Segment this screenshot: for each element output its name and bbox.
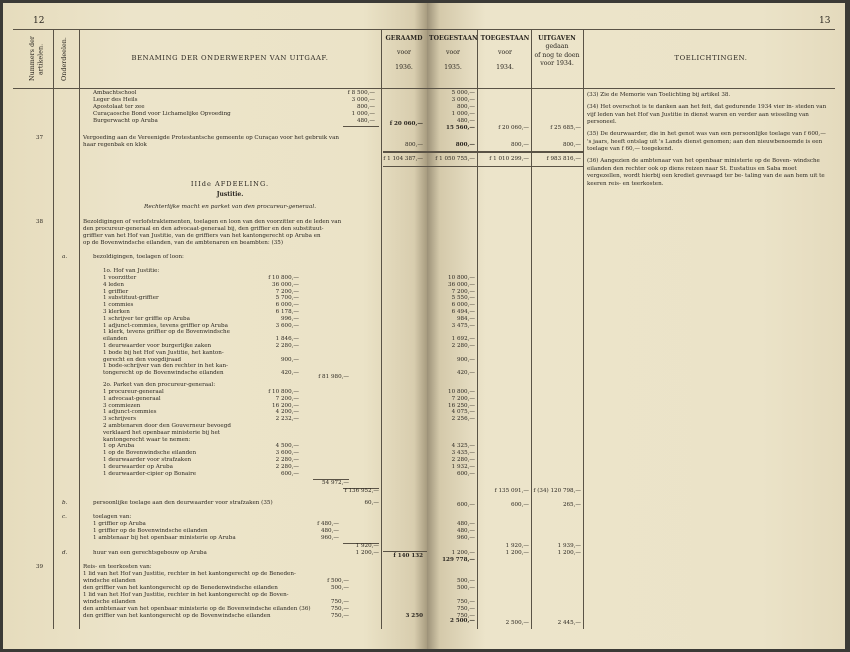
parket-item-value: 4 200,—: [275, 409, 299, 416]
hof-item-label: 1 adjunct-commies, tevens griffier op Aruba: [103, 322, 228, 329]
parket-item-1935: 7 200,—: [451, 395, 475, 402]
art38-total-geraamd: f 140 132: [393, 553, 423, 559]
header-toegestaan-1934: TOEGESTAAN voor 1934.: [480, 35, 530, 71]
parket-item-1935: 2 280,—: [451, 457, 475, 463]
art39-line-value: 750,—: [330, 606, 349, 612]
art39-line-value: f 500,—: [327, 578, 349, 584]
hof-sum: f 81 980,—: [318, 374, 349, 380]
art39-line-label: den griffier van het kantongerecht op de Benedenwindsche eilanden: [83, 585, 278, 591]
header-toegestaan-1935: TOEGESTAAN voor 1935.: [429, 35, 478, 71]
section-afdeeling: IIIde AFDEELING.: [190, 180, 270, 188]
header-geraamd: GERAAMD voor 1936.: [385, 35, 423, 71]
note-35: (35) De deurwaarder, die in het genot was van een persoonlijke toelage van f 600,— 's jaars, heeft ontslag uit 's Lands dienst genomen; aan den nieuwbenoemde is een toelage van f 60,— toegekend.: [587, 131, 826, 153]
hof-item-value: 6 178,—: [275, 309, 299, 315]
hof-item-value: 36 000,—: [272, 281, 299, 288]
hof-item-value: 6 000,—: [275, 302, 299, 309]
parket-item-value: 3 600,—: [275, 450, 299, 457]
section-subtitle: Rechterlijke macht en parket van den procureur-generaal.: [143, 204, 317, 210]
hof-item-label: eilanden: [103, 336, 128, 343]
hof-item-label: 1 schrijver ter griffie op Aruba: [103, 315, 190, 322]
hof-item-value: 2 280,—: [275, 343, 299, 349]
hof-item-value: 7 200,—: [275, 288, 299, 295]
parket-item-value: 16 200,—: [272, 402, 299, 409]
art39-line-label: den griffier van het kantongerecht op de Bovenwindsche eilanden: [83, 613, 271, 619]
hof-item-label: 1 deurwaarder voor burgerlijke zaken: [103, 343, 212, 349]
parket-item-label: 1 op de Bovenwindsche eilanden: [103, 450, 197, 457]
header-benaming: BENAMING DER ONDERWERPEN VAN UITGAAF.: [131, 54, 329, 62]
parket-item-label: 1 adjunct-commies: [103, 409, 157, 416]
header-nummers: Nummers der artikelen.: [28, 36, 45, 82]
hof-item-1935: 36 000,—: [448, 281, 475, 288]
parket-item-label: kantongerecht waar te nemen:: [103, 436, 191, 443]
hof-item-1935: 6 000,—: [451, 302, 475, 309]
hof-item-1935: 900,—: [456, 356, 475, 363]
right-page: 13 TOEGESTAAN voor 1935. TOEGESTAAN voor 1934. UITGAVEN gedaan of nog te doen voor 1934. TOELICHTINGEN. 5 000,— 3 000,— 800,— 1 000,— 480,— 15 560,— f 20 060,— f 25 685,— 800,— 800,— 800,— f 1 050 755,— f 1 010 299,— f 983 816,— f 135 091,— f (34) 120 798,— 600,— 600,— 265,— 480,— 480,— 960,— 1 920,— 1 939,— 1 200,— 1 200,— 1 200,— 129 778,— 2 500,— 2 500,— 2 445,— (33) Zie de Memorie van Toelichting bij artikel 38. (34) Het overschot is te danken aan het feit, dat gedurende 1934 vier in- steden van vijf leden van het Hof van Justitie in dienst waren en verder aan wisseling van personeel. (35) De deurwaarder, die in het genot was van een persoonlijke toelage van f 600,— 's jaars, heeft ontslag uit 's Lands dienst genomen; aan den nieuwbenoemde is een toelage van f 60,— toegekend. (36) Aangezien de ambtenaar van het openbaar ministerie op de Boven- windsche eilanden den rechter ook op diens reizen naar St. Eustatius en Saba moet vergezellen, wordt hierbij een krediet gevraagd ter be- taling van de aan hem uit te keeren reis- en teerkosten. 10 800,— 36 000,— 7 200,— 5 550,— 6 000,— 6 494,— 984,— 3 475,— 1 692,— 2 280,— 900,— 420,— 10 800,— 7 200,— 16 250,— 4 075,— 2 256,— 4 325,— 3 435,— 2 280,— 1 932,— 600,— 500,— 500,— 750,— 750,— 750,—: [427, 3, 845, 649]
hof-item-value: 3 600,—: [275, 322, 299, 329]
art39-line-value: 500,—: [330, 585, 349, 591]
hof-item-1935: 2 280,—: [451, 343, 475, 349]
parket-item-label: verklaard het openbaar ministerie bij het: [103, 429, 221, 436]
hof-item-label: 1 voorzitter: [103, 275, 137, 281]
header-onderdeelen: Onderdeelen.: [60, 37, 68, 81]
parket-item-1935: 4 075,—: [451, 409, 475, 416]
parket-item-1935: 10 800,—: [448, 389, 475, 395]
book-spread: [3, 3, 845, 649]
parket-item-value: 2 232,—: [275, 416, 299, 423]
parket-item-label: 2 ambtenaren door den Gouverneur bevoegd: [103, 423, 231, 429]
parket-item-1935: 2 256,—: [451, 416, 475, 423]
art39-line-1935: 750,—: [456, 613, 475, 619]
hof-item-1935: 1 692,—: [451, 336, 475, 343]
hof-item-1935: 984,—: [456, 315, 475, 322]
art39-geraamd: 3 250: [405, 613, 423, 619]
hof-item-value: 5 700,—: [275, 295, 299, 302]
hof-item-label: 1 bode bij het Hof van Justitie, het kanton-: [103, 349, 224, 356]
header-uitgaven: UITGAVEN gedaan of nog te doen voor 1934.: [534, 35, 580, 68]
hof-item-1935: 7 200,—: [451, 288, 475, 295]
total-geraamd: f 1 104 387,—: [383, 156, 423, 162]
article-37-number: 37: [36, 135, 44, 141]
hof-item-label: 1 commies: [103, 302, 134, 309]
hof-item-label: 1 substituut-griffier: [103, 295, 159, 302]
parket-item-value: 4 500,—: [275, 443, 299, 450]
note-36: (36) Aangezien de ambtenaar van het openbaar ministerie op de Boven- windsche eilanden den rechter ook op diens reizen naar St. Eustatius en Saba moet vergezellen, wordt hierbij een krediet gevraagd ter be- taling van de aan hem uit te keeren reis- en teerkosten.: [587, 158, 825, 187]
page-number-left: 12: [33, 16, 45, 26]
hof-item-value: 1 846,—: [275, 336, 299, 343]
note-34: (34) Het overschot is te danken aan het feit, dat gedurende 1934 vier in- steden van vijf leden van het Hof van Justitie in dienst waren en verder aan wisseling van personeel.: [587, 104, 827, 126]
parket-item-1935: 16 250,—: [448, 402, 475, 409]
hof-item-label: 4 leden: [103, 281, 124, 288]
hof-item-1935: 420,—: [456, 370, 475, 377]
parket-item-label: 3 schrijvers: [103, 416, 137, 423]
section-justitie: Justitie.: [216, 191, 244, 198]
note-33: (33) Zie de Memorie van Toelichting bij artikel 38.: [587, 92, 731, 98]
parket-item-value: 2 280,—: [275, 457, 299, 463]
art39-line-label: den ambtenaar van het openbaar ministerie op de Bovenwindsche eilanden (36): [83, 606, 311, 612]
sum-top-geraamd: f 20 060,—: [389, 121, 423, 127]
parket-item-label: 1 advocaat-generaal: [103, 395, 161, 402]
parket-sum: 54 972,—: [322, 480, 349, 486]
parket-item-1935: 4 325,—: [451, 443, 475, 450]
hof-item-value: 420,—: [280, 370, 299, 377]
hof-item-value: f 10 800,—: [268, 275, 299, 281]
parket-item-label: 1 deurwaarder-cipier op Bonaire: [103, 470, 197, 477]
hof-item-value: 996,—: [280, 315, 299, 322]
art39-line-label: windsche eilanden: [83, 578, 136, 584]
art39-line-1935: 500,—: [456, 578, 475, 584]
hof-item-label: 1 klerk, tevens griffier op de Bovenwindsche: [103, 329, 230, 336]
parket-item-value: 2 280,—: [275, 463, 299, 470]
art39-line-value: 750,—: [330, 599, 349, 605]
hof-item-label: 1 bode-schrijver van den rechter in het kan-: [103, 363, 228, 370]
parket-item-value: 7 200,—: [275, 395, 299, 402]
hof-item-label: 1 griffier: [103, 288, 129, 295]
art39-line-label: windsche eilanden: [83, 599, 136, 605]
hof-item-label: 3 klerken: [103, 309, 130, 315]
article-39-number: 39: [36, 564, 44, 570]
parket-item-label: 1 deurwaarder op Aruba: [103, 463, 173, 470]
parket-item-label: 1 deurwaarder voor strafzaken: [103, 457, 192, 463]
parket-item-1935: 1 932,—: [451, 463, 475, 470]
art39-line-1935: 750,—: [456, 599, 475, 605]
parket-item-label: 1 op Aruba: [103, 443, 135, 450]
left-page: 12 Nummers der artikelen. Onderdeelen. BENAMING DER ONDERWERPEN VAN UITGAAF. GERAAMD voor 1936. Ambachtschool f 8 500,— Leger des Heils 3 000,— Apostolaat ter zee 800,— Curaçaosche Bond voor Lichamelijke Opvoeding 1 000,— Burgerwacht op Aruba 480,— f 20 060,— 37 Vergoeding aan de Vereenigde Protestantsche gemeente op Curaçao voor het gebruik van haar regenbak en klok 800,— f 1 104 387,— IIIde AFDEELING. Justitie. Rechterlijke macht en parket van den procureur-generaal. 38 Bezoldigingen of verlofstraktementen, toelagen en loon van den voorzitter en de leden van den procureur-generaal en den advocaat-generaal bij, den griffier en den substituut- griffier van het Hof van Justitie, van de griffiers van het kantongerecht op Aruba en op de Bovenwindsche eilanden, van de ambtenaren en beambten: (35) a. bezoldigingen, toelagen of loon: 1o. Hof van Justitie: f 81 980,— 2o. Parket van den procureur-generaal: 54 972,— f 136 952,— b. persoonlijke toelage aan den deurwaarder voor strafzaken (35) 60,— c. toelagen van: 1 griffier op Aruba f 480,— 1 griffier op de Bovenwindsche eilanden 480,— 1 ambtenaar bij het openbaar ministerie op Aruba 960,— 1 920,— d. huur van een gerechtsgebouw op Aruba 1 200,— f 140 132 39 3 250 1 voorzitter f 10 800,— 4 leden 36 000,— 1 griffier 7 200,— 1 substituut-griffier 5 700,— 1 commies 6 000,— 3 klerken 6 178,— 1 schrijver ter griffie op Aruba 996,— 1 adjunct-commies, tevens griffier op Aruba 3 600,— 1 klerk, tevens griffier op de Bovenwindsche eilanden 1 846,— 1 deurwaarder voor burgerlijke zaken 2 280,— 1 bode bij het Hof van Justitie, het kanton- gerecht en den voogdijraad 900,— 1 bode-schrijver van den rechter in het kan- tongerecht op de Bovenwindsche eilanden 420,— 1 procureur-generaal f 10 800,— 1 advocaat-generaal 7 200,— 3 commiezen 16 200,— 1 adjunct-commies 4 200,— 3 schrijvers 2 232,— 2 ambtenaren door den Gouverneur bevoegd verklaard het openbaar ministerie bij het kantongerecht waar te nemen: 1 op Aruba 4 500,— 1 op de Bovenwindsche eilanden 3 600,— 1 deurwaarder voor strafzaken 2 280,— 1 deurwaarder op Aruba 2 280,— 1 deurwaarder-cipier op Bonaire 600,— Reis- en teerkosten van: 1 lid van het Hof van Justitie, rechter in het kantongerecht op de Beneden- windsche eilanden f 500,— den griffier van het kantongerecht op de Benedenwindsche eilanden 500,— 1 lid van het Hof van Justitie, rechter in het kantongerecht op de Boven- windsche eilanden 750,— den ambtenaar van het openbaar ministerie op de Bovenwindsche eilanden (36) 750,— den griffier van het kantongerecht op de Bovenwindsche eilanden 750,—: [3, 3, 427, 649]
art39-line-value: 750,—: [330, 613, 349, 619]
hof-item-1935: 6 494,—: [451, 309, 475, 315]
art39-line-1935: 500,—: [456, 585, 475, 591]
parket-item-label: 1 procureur-generaal: [103, 389, 164, 395]
art39-line-label: 1 lid van het Hof van Justitie, rechter in het kantongerecht op de Beneden-: [83, 571, 296, 577]
art39-line-label: Reis- en teerkosten van:: [83, 564, 152, 570]
page-number-right: 13: [819, 16, 831, 26]
hof-item-1935: 3 475,—: [451, 322, 475, 329]
parket-item-1935: 3 435,—: [451, 450, 475, 457]
hof-item-label: tongerecht op de Bovenwindsche eilanden: [103, 370, 224, 377]
parket-item-1935: 600,—: [456, 470, 475, 477]
header-toelichtingen: TOELICHTINGEN.: [674, 54, 748, 62]
hof-item-value: 900,—: [280, 356, 299, 363]
article-38-number: 38: [36, 219, 44, 225]
line-ambachtschool: Ambachtschool: [93, 90, 137, 96]
a-total: f 136 952,—: [344, 488, 379, 494]
art39-line-1935: 750,—: [456, 606, 475, 612]
hof-item-1935: 10 800,—: [448, 275, 475, 281]
hof-item-label: gerecht en den voogdijraad: [103, 356, 182, 363]
hof-item-1935: 5 550,—: [451, 295, 475, 302]
parket-item-value: f 10 800,—: [268, 389, 299, 395]
parket-item-label: 3 commiezen: [103, 402, 141, 409]
parket-item-value: 600,—: [280, 470, 299, 477]
art39-line-label: 1 lid van het Hof van Justitie, rechter in het kantongerecht op de Boven-: [83, 592, 289, 598]
